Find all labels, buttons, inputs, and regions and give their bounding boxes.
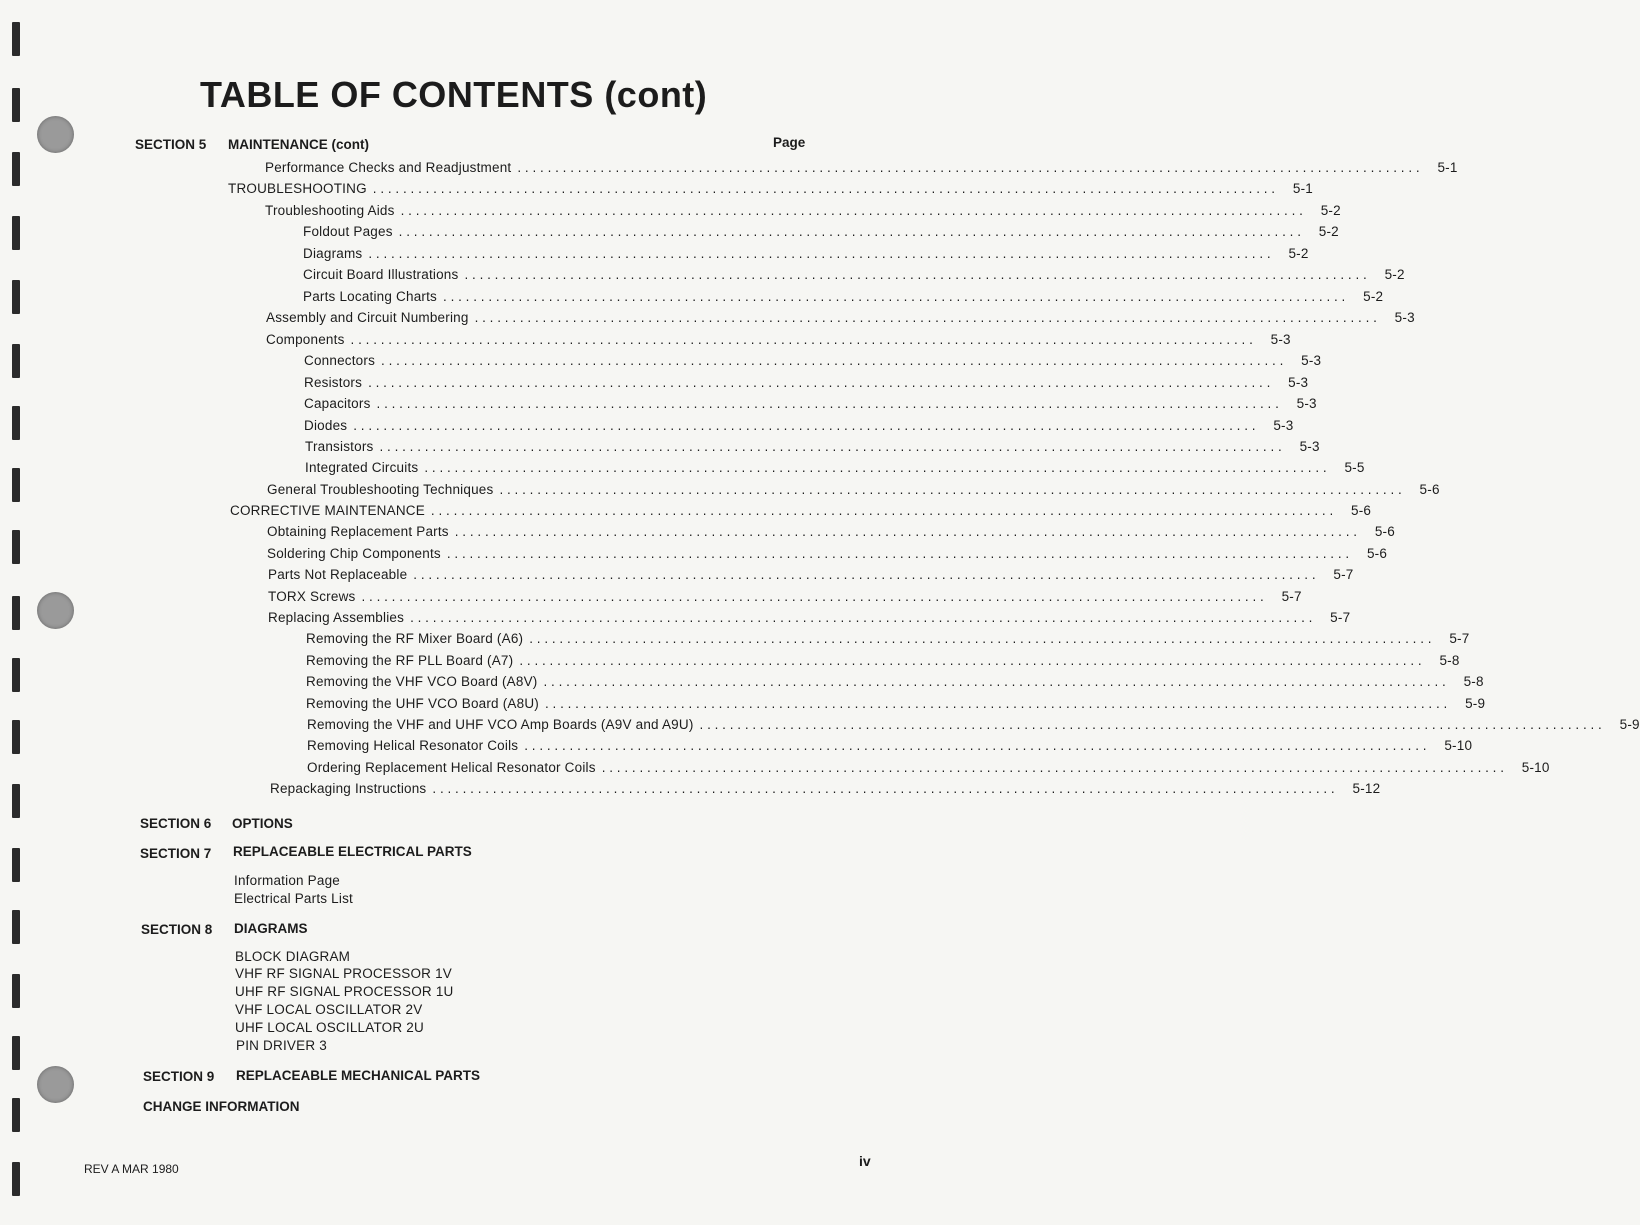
toc-entry-text: Circuit Board Illustrations bbox=[303, 267, 459, 282]
toc-entry-page: 5-5 bbox=[1344, 460, 1365, 475]
toc-entry bbox=[305, 439, 1320, 457]
toc-entry-page: 5-3 bbox=[1296, 396, 1317, 411]
leader-dots: ........................................................................................................................ bbox=[464, 267, 1371, 282]
toc-entry-page: 5-3 bbox=[1394, 310, 1415, 325]
toc-entry-page: 5-9 bbox=[1619, 717, 1640, 732]
toc-entry-page: 5-2 bbox=[1320, 203, 1341, 218]
leader-dots: ........................................................................................................................ bbox=[544, 696, 1452, 711]
leader-dots: ........................................................................................................................ bbox=[350, 332, 1257, 347]
toc-entry-text: TORX Screws bbox=[268, 589, 356, 604]
binder-hole bbox=[37, 592, 74, 629]
toc-entry-text: Removing the RF Mixer Board (A6) bbox=[306, 631, 524, 646]
toc-entry-page: 5-6 bbox=[1419, 482, 1440, 497]
toc-entry-text: Capacitors bbox=[304, 396, 371, 411]
page-title: TABLE OF CONTENTS (cont) bbox=[200, 74, 708, 115]
toc-entry bbox=[306, 696, 1486, 714]
toc-entry bbox=[268, 589, 1302, 607]
toc-entry bbox=[307, 760, 1550, 778]
leader-dots: ........................................................................................................................ bbox=[379, 439, 1286, 454]
toc-entry bbox=[265, 203, 1341, 221]
binder-slot bbox=[12, 406, 20, 440]
toc-entry-text: Removing Helical Resonator Coils bbox=[307, 738, 519, 753]
toc-entry-page: 5-2 bbox=[1288, 246, 1309, 261]
leader-dots: ........................................................................................................................ bbox=[372, 181, 1279, 196]
binder-slot bbox=[12, 596, 20, 630]
change-information-heading: CHANGE INFORMATION bbox=[143, 1099, 300, 1114]
toc-entry-text: Removing the VHF and UHF VCO Amp Boards (A9V and A9U) bbox=[307, 717, 694, 732]
binder-slot bbox=[12, 1036, 20, 1070]
page-column-header: Page bbox=[773, 135, 806, 150]
leader-dots: ........................................................................................................................ bbox=[410, 610, 1317, 625]
leader-dots: ........................................................................................................................ bbox=[601, 760, 1508, 775]
leader-dots: ........................................................................................................................ bbox=[443, 289, 1350, 304]
binder-slot bbox=[12, 1098, 20, 1132]
leader-dots: ........................................................................................................................ bbox=[400, 203, 1307, 218]
binder-slot bbox=[12, 468, 20, 502]
toc-entry-page: 5-1 bbox=[1292, 181, 1313, 196]
toc-entry-page: 5-10 bbox=[1444, 738, 1473, 753]
toc-entry bbox=[267, 482, 1440, 500]
binder-slot bbox=[12, 848, 20, 882]
binder-slot bbox=[12, 280, 20, 314]
toc-entry-text: CORRECTIVE MAINTENANCE bbox=[230, 503, 425, 518]
binder-hole bbox=[37, 116, 74, 153]
section-7-item: Information Page bbox=[234, 873, 341, 888]
section-6-number: SECTION 6 bbox=[140, 816, 212, 831]
diagram-item: UHF LOCAL OSCILLATOR 2U bbox=[235, 1020, 424, 1035]
section-9-title: REPLACEABLE MECHANICAL PARTS bbox=[236, 1068, 481, 1083]
leader-dots: ........................................................................................................................ bbox=[529, 631, 1436, 646]
binder-slot bbox=[12, 88, 20, 122]
toc-entry-page: 5-6 bbox=[1366, 546, 1388, 561]
toc-entry bbox=[265, 160, 1458, 178]
toc-entry bbox=[307, 717, 1640, 735]
toc-entry bbox=[304, 396, 1317, 414]
toc-entry-page: 5-2 bbox=[1363, 289, 1384, 304]
toc-entry-page: 5-3 bbox=[1288, 375, 1309, 390]
toc-entry bbox=[268, 567, 1354, 585]
toc-entry-text: Foldout Pages bbox=[303, 224, 393, 239]
diagram-item: BLOCK DIAGRAM bbox=[235, 949, 351, 964]
toc-entry bbox=[304, 353, 1322, 371]
leader-dots: ........................................................................................................................ bbox=[398, 224, 1305, 239]
binder-slot bbox=[12, 720, 20, 754]
section-5-title: MAINTENANCE (cont) bbox=[228, 137, 369, 152]
leader-dots: ........................................................................................................................ bbox=[430, 503, 1338, 518]
toc-entry-text: TROUBLESHOOTING bbox=[228, 181, 367, 196]
binder-slot bbox=[12, 784, 20, 818]
toc-entry bbox=[304, 375, 1309, 393]
toc-entry bbox=[270, 781, 1381, 799]
leader-dots: ........................................................................................................................ bbox=[454, 524, 1361, 539]
toc-entry-text: Diodes bbox=[304, 418, 348, 433]
binder-slot bbox=[12, 658, 20, 692]
leader-dots: ........................................................................................................................ bbox=[413, 567, 1320, 582]
leader-dots: ........................................................................................................................ bbox=[424, 460, 1331, 475]
toc-entry-text: Removing the VHF VCO Board (A8V) bbox=[306, 674, 538, 689]
binder-slot bbox=[12, 974, 20, 1008]
toc-entry bbox=[306, 674, 1484, 692]
toc-entry bbox=[266, 332, 1291, 350]
diagram-item: UHF RF SIGNAL PROCESSOR 1U bbox=[235, 984, 454, 999]
leader-dots: ........................................................................................................................ bbox=[499, 482, 1406, 497]
section-8-title: DIAGRAMS bbox=[234, 921, 308, 936]
binder-slot bbox=[12, 344, 20, 378]
leader-dots: ........................................................................................................................ bbox=[361, 589, 1268, 604]
toc-entry-text: Parts Locating Charts bbox=[303, 289, 438, 304]
leader-dots: ........................................................................................................................ bbox=[446, 546, 1353, 561]
toc-entry-text: Connectors bbox=[304, 353, 376, 368]
binder-slot bbox=[12, 152, 20, 186]
leader-dots: ........................................................................................................................ bbox=[368, 375, 1275, 390]
toc-entry-page: 5-6 bbox=[1374, 524, 1395, 539]
toc-entry-page: 5-2 bbox=[1384, 267, 1405, 282]
section-7-item: Electrical Parts List bbox=[234, 891, 353, 906]
toc-entry-page: 5-9 bbox=[1465, 696, 1486, 711]
toc-entry bbox=[228, 181, 1313, 199]
toc-entry bbox=[266, 310, 1415, 328]
toc-entry-page: 5-8 bbox=[1463, 674, 1484, 689]
toc-entry-page: 5-1 bbox=[1437, 160, 1458, 175]
toc-entry-text: Resistors bbox=[304, 375, 363, 390]
binder-slot bbox=[12, 22, 20, 56]
toc-entry-text: Transistors bbox=[305, 439, 374, 454]
leader-dots: ........................................................................................................................ bbox=[381, 353, 1288, 368]
binder-slot bbox=[12, 216, 20, 250]
binder-slot bbox=[12, 530, 20, 564]
toc-entry-text: Repackaging Instructions bbox=[270, 781, 427, 796]
toc-entry bbox=[268, 610, 1351, 628]
toc-entry-text: Removing the RF PLL Board (A7) bbox=[306, 653, 514, 668]
toc-entry-page: 5-3 bbox=[1301, 353, 1322, 368]
toc-entry bbox=[306, 653, 1460, 671]
leader-dots: ........................................................................................................................ bbox=[699, 717, 1606, 732]
leader-dots: ........................................................................................................................ bbox=[519, 653, 1426, 668]
toc-entry-text: Troubleshooting Aids bbox=[265, 203, 395, 218]
binder-slot bbox=[12, 1162, 20, 1196]
toc-entry bbox=[306, 631, 1470, 649]
binder-hole bbox=[37, 1066, 74, 1103]
toc-entry-page: 5-3 bbox=[1299, 439, 1320, 454]
section-7-title: REPLACEABLE ELECTRICAL PARTS bbox=[233, 844, 472, 859]
leader-dots: ........................................................................................................................ bbox=[368, 246, 1275, 261]
toc-entry bbox=[305, 460, 1365, 478]
toc-entry-page: 5-2 bbox=[1318, 224, 1339, 239]
toc-entry-text: Ordering Replacement Helical Resonator Coils bbox=[307, 760, 596, 775]
toc-entry-text: Removing the UHF VCO Board (A8U) bbox=[306, 696, 539, 711]
toc-entry-text: Diagrams bbox=[303, 246, 363, 261]
toc-entry bbox=[267, 546, 1388, 564]
toc-entry-text: Soldering Chip Components bbox=[267, 546, 441, 561]
toc-entry-page: 5-6 bbox=[1351, 503, 1372, 518]
section-6-title: OPTIONS bbox=[232, 816, 293, 831]
toc-entry-page: 5-7 bbox=[1333, 567, 1354, 582]
diagram-item: PIN DRIVER 3 bbox=[236, 1038, 327, 1053]
toc-entry-page: 5-7 bbox=[1330, 610, 1351, 625]
leader-dots: ........................................................................................................................ bbox=[543, 674, 1450, 689]
toc-entry-page: 5-7 bbox=[1449, 631, 1470, 646]
toc-entry-text: Obtaining Replacement Parts bbox=[267, 524, 449, 539]
section-8-number: SECTION 8 bbox=[141, 922, 213, 937]
toc-entry-page: 5-3 bbox=[1270, 332, 1291, 347]
toc-entry-text: Parts Not Replaceable bbox=[268, 567, 408, 582]
toc-entry bbox=[303, 289, 1384, 307]
section-5-number: SECTION 5 bbox=[135, 137, 207, 152]
toc-entry-text: Performance Checks and Readjustment bbox=[265, 160, 512, 175]
toc-entry-page: 5-3 bbox=[1273, 418, 1294, 433]
toc-entry-text: Components bbox=[266, 332, 345, 347]
page-number: iv bbox=[859, 1153, 871, 1169]
toc-entry-page: 5-8 bbox=[1439, 653, 1460, 668]
leader-dots: ........................................................................................................................ bbox=[376, 396, 1283, 411]
toc-entry bbox=[307, 738, 1473, 756]
leader-dots: ........................................................................................................................ bbox=[474, 310, 1381, 325]
leader-dots: ........................................................................................................................ bbox=[524, 738, 1431, 753]
toc-entry bbox=[303, 224, 1339, 242]
toc-entry bbox=[304, 418, 1294, 436]
toc-entry-text: Assembly and Circuit Numbering bbox=[266, 310, 469, 325]
toc-entry bbox=[303, 267, 1405, 285]
section-9-number: SECTION 9 bbox=[143, 1069, 215, 1084]
toc-entry-text: Replacing Assemblies bbox=[268, 610, 405, 625]
toc-entry-page: 5-10 bbox=[1521, 760, 1550, 775]
revision-date: REV A MAR 1980 bbox=[84, 1162, 179, 1176]
toc-entry-text: Integrated Circuits bbox=[305, 460, 419, 475]
binder-slot bbox=[12, 910, 20, 944]
leader-dots: ........................................................................................................................ bbox=[517, 160, 1424, 175]
leader-dots: ........................................................................................................................ bbox=[353, 418, 1260, 433]
toc-entry-page: 5-7 bbox=[1281, 589, 1302, 604]
diagram-item: VHF RF SIGNAL PROCESSOR 1V bbox=[235, 966, 452, 981]
leader-dots: ........................................................................................................................ bbox=[432, 781, 1339, 796]
toc-entry-text: General Troubleshooting Techniques bbox=[267, 482, 494, 497]
toc-entry bbox=[303, 246, 1309, 264]
toc-entry-page: 5-12 bbox=[1352, 781, 1381, 796]
toc-entry bbox=[267, 524, 1395, 542]
toc-entry bbox=[230, 503, 1372, 521]
section-7-number: SECTION 7 bbox=[140, 846, 212, 861]
diagram-item: VHF LOCAL OSCILLATOR 2V bbox=[235, 1002, 423, 1017]
